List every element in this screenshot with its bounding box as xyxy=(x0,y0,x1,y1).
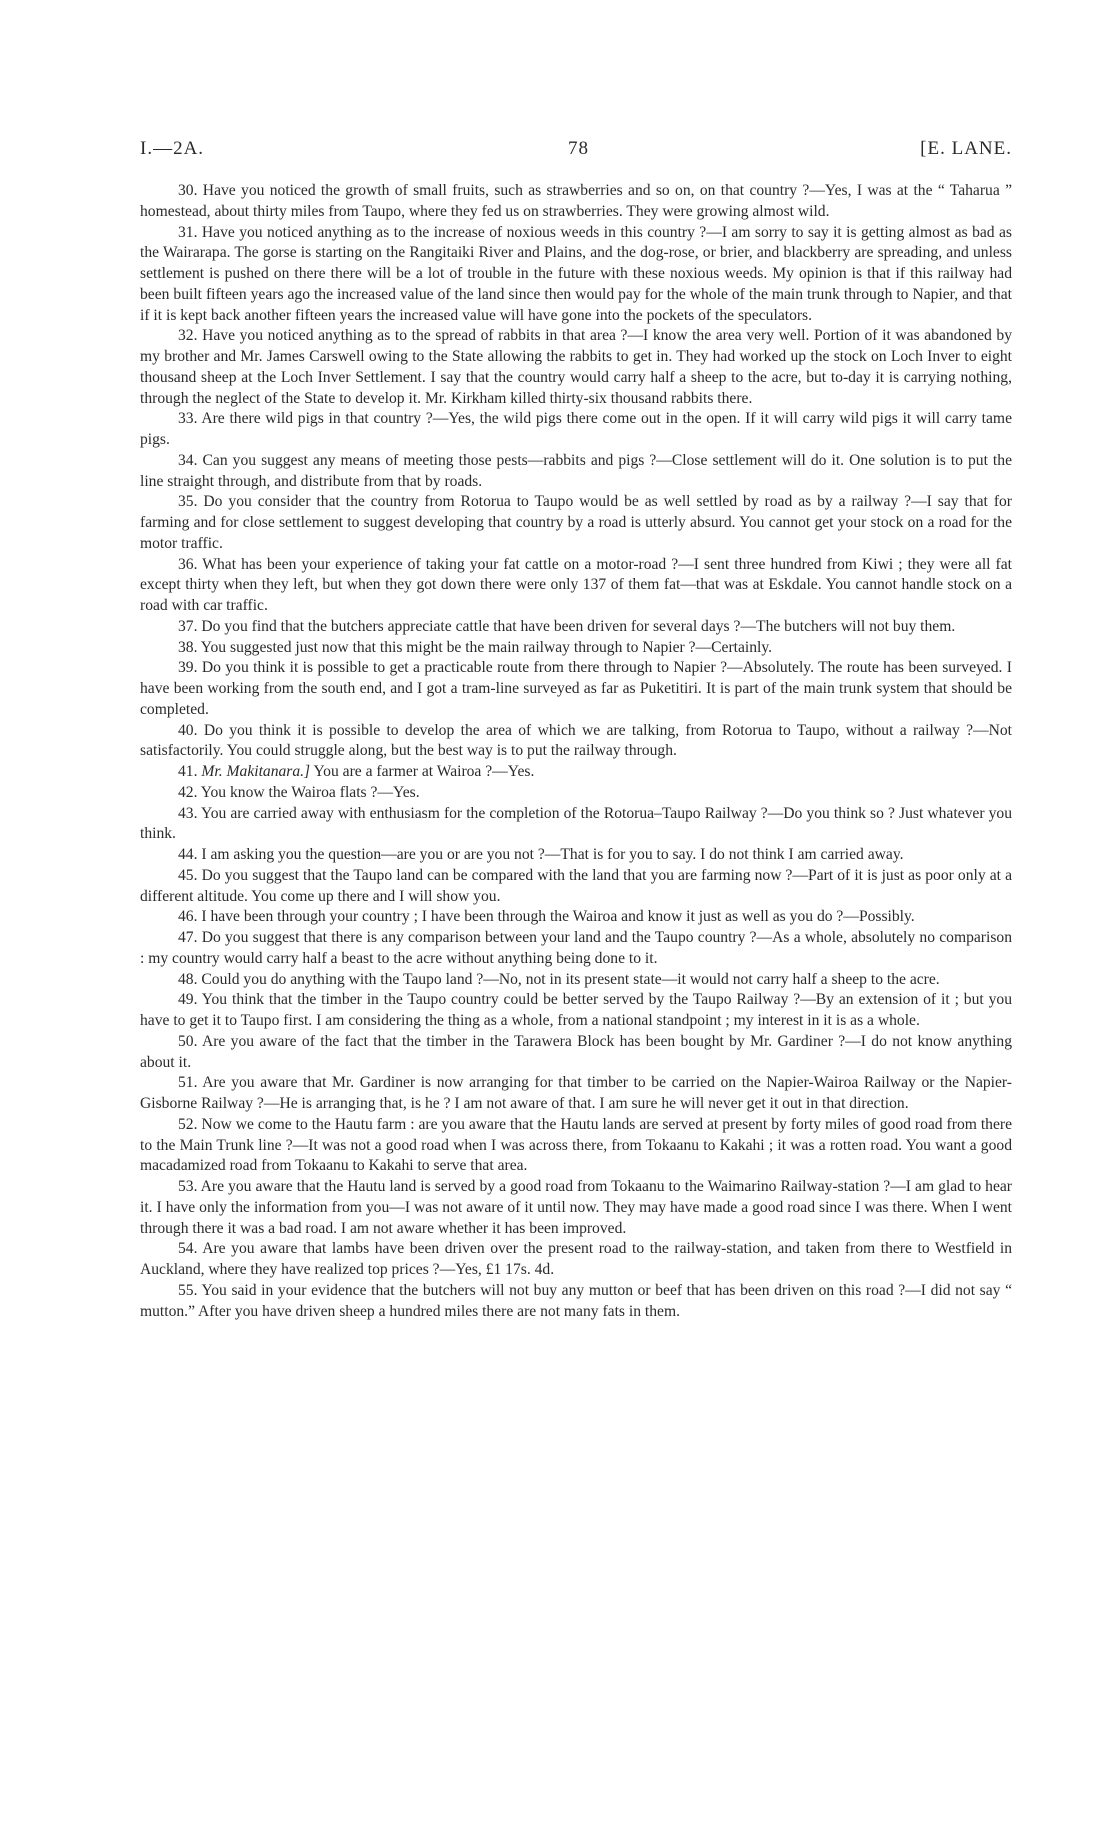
question-53: 53. Are you aware that the Hautu land is served by a good road from Tokaanu to the Waimarino Railway-station ?—I am glad to hear it. I have only the information from you—I was not aware of it until now. They may have made a good road since I was there. When I went through there it was a bad road. I am not aware whether it has been improved. xyxy=(140,1178,1012,1237)
question-52: 52. Now we come to the Hautu farm : are you aware that the Hautu lands are served at present by forty miles of good road from there to the Main Trunk line ?—It was not a good road when I was across there, from Tokaanu to Kakahi ; it was a rotten road. You want a good macadamized road from Tokaanu to Kakahi to serve that area. xyxy=(140,1115,1012,1175)
running-header xyxy=(140,138,1012,166)
question-54: 54. Are you aware that lambs have been driven over the present road to the railway-station, and taken from there to Westfield in Auckland, where they have realized top prices ?—Yes, £1 17s. 4d. xyxy=(140,1240,1012,1278)
question-36: 36. What has been your experience of taking your fat cattle on a motor-road ?—I sent three hundred from Kiwi ; they were all fat except thirty when they left, but when they got down there were only 137 of them fat—that was at Eskdale. You cannot handle stock on a road with car traffic. xyxy=(140,555,1012,614)
question-32: 32. Have you noticed anything as to the spread of rabbits in that area ?—I know the area very well. Portion of it was abandoned by my brother and Mr. James Carswell owing to the State allowing the rabbits to get in. They had worked up the stock on Loch Inver to eight thousand sheep at the Loch Inver Settlement. I say that the country would carry half a sheep to the acre, but to-day it is carrying nothing, through the neglect of the State to develop it. Mr. Kirkham killed thirty-six thousand rabbits there. xyxy=(140,327,1012,407)
question-text: You are a farmer at Wairoa ?—Yes. xyxy=(310,763,535,780)
question-number: 41. xyxy=(178,763,198,780)
question-30: 30. Have you noticed the growth of small fruits, such as strawberries and so on, on that country ?—Yes, I was at the “ Taharua ” homestead, about thirty miles from Taupo, where they fed us on strawberries. They were growing almost wild. xyxy=(140,182,1012,220)
speaker-name: Mr. Makitanara.] xyxy=(201,763,311,780)
question-39: 39. Do you think it is possible to get a practicable route from there through to Napier ?—Absolutely. The route has been surveyed. I have been working from the south end, and I got a tram-line surveyed as far as Puketitiri. It is part of the main trunk system that should be completed. xyxy=(140,659,1012,718)
question-43: 43. You are carried away with enthusiasm for the completion of the Rotorua–Taupo Railway ?—Do you think so ? Just whatever you think. xyxy=(140,804,1012,843)
question-40: 40. Do you think it is possible to develop the area of which we are talking, from Rotorua to Taupo, without a railway ?—Not satisfactorily. You could struggle along, but the best way is to put the railway through. xyxy=(140,721,1012,760)
question-41 xyxy=(140,762,1012,783)
question-45: 45. Do you suggest that the Taupo land can be compared with the land that you are farming now ?—Part of it is just as poor only at a different altitude. You come up there and I will show you. xyxy=(140,866,1012,905)
question-42: 42. You know the Wairoa flats ?—Yes. xyxy=(178,783,420,801)
question-46: 46. I have been through your country ; I have been through the Wairoa and know it just as well as you do ?—Possibly. xyxy=(178,908,915,926)
question-50: 50. Are you aware of the fact that the timber in the Tarawera Block has been bought by Mr. Gardiner ?—I do not know anything about it. xyxy=(140,1032,1012,1071)
question-44: 44. I am asking you the question—are you or are you not ?—That is for you to say. I do not think I am carried away. xyxy=(178,846,904,863)
question-48: 48. Could you do anything with the Taupo land ?—No, not in its present state—it would not carry half a sheep to the acre. xyxy=(178,970,940,988)
question-34: 34. Can you suggest any means of meeting those pests—rabbits and pigs ?—Close settlement will do it. One solution is to put the line straight through, and distribute from that by roads. xyxy=(140,451,1012,490)
question-31: 31. Have you noticed anything as to the increase of noxious weeds in this country ?—I am sorry to say it is getting almost as bad as the Wairarapa. The gorse is starting on the Rangitaiki River and Plains, and the dog-rose, or brier, and blackberry are spreading, and unless settlement is pushed on there there will be a lot of trouble in the future with these noxious weeds. My opinion is that if this railway had been built fifteen years ago the increased value of the land since then would pay for the whole of the main trunk through to Napier, and that if it is kept back another fifteen years the increased value will have gone into the pockets of the speculators. xyxy=(140,223,1012,324)
question-55: 55. You said in your evidence that the butchers will not buy any mutton or beef that has been driven on this road ?—I did not say “ mutton.” After you have driven sheep a hundred miles there are not many fats in them. xyxy=(140,1281,1012,1320)
question-38: 38. You suggested just now that this might be the main railway through to Napier ?—Certainly. xyxy=(178,638,773,656)
question-37: 37. Do you find that the butchers appreciate cattle that have been driven for several days ?—The butchers will not buy them. xyxy=(178,617,956,635)
question-51: 51. Are you aware that Mr. Gardiner is now arranging for that timber to be carried on the Napier-Wairoa Railway or the Napier-Gisborne Railway ?—He is arranging that, is he ? I am not aware of that. I am sure he will never get it out in that direction. xyxy=(140,1074,1012,1112)
question-49: 49. You think that the timber in the Taupo country could be better served by the Taupo Railway ?—By an extension of it ; but you have to get it to Taupo first. I am considering the thing as a whole, from a national standpoint ; my interest in it is as a whole. xyxy=(140,991,1012,1029)
question-33: 33. Are there wild pigs in that country ?—Yes, the wild pigs there come out in the open. If it will carry wild pigs it will carry tame pigs. xyxy=(140,410,1012,448)
question-47: 47. Do you suggest that there is any comparison between your land and the Taupo country ?—As a whole, absolutely no comparison : my country would carry half a beast to the acre without anything being done to it. xyxy=(140,929,1012,967)
page-number: 78 xyxy=(568,138,589,159)
witness-name: [E. LANE. xyxy=(920,138,1012,159)
question-35: 35. Do you consider that the country from Rotorua to Taupo would be as well settled by road as by a railway ?—I say that for farming and for close settlement to suggest developing that country by a road is utterly absurd. You cannot get your stock on a road for the motor traffic. xyxy=(140,493,1012,552)
evidence-body xyxy=(140,181,1012,1322)
paper-reference: I.—2A. xyxy=(140,138,205,159)
